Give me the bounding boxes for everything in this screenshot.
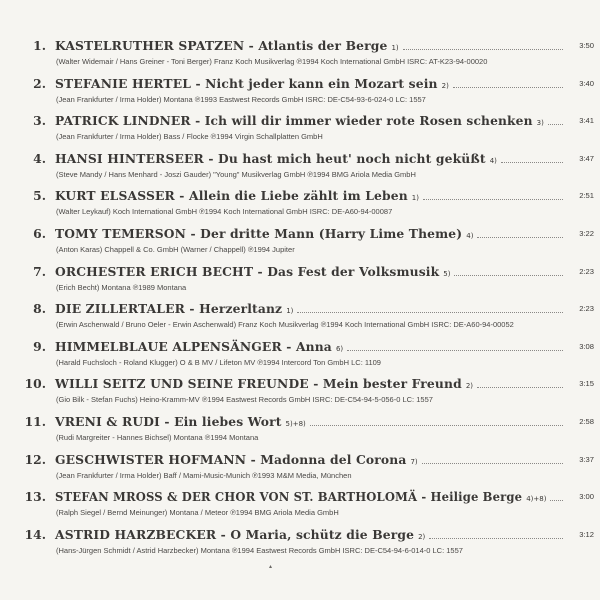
track-footnote: 6)	[335, 344, 344, 353]
track-title-line	[0, 450, 600, 470]
track-heading	[55, 525, 566, 547]
track-title-line	[0, 74, 600, 94]
track-number: 14.	[24, 526, 46, 542]
track-entry	[0, 487, 600, 523]
track-title: DIE ZILLERTALER - Herzerltanz	[55, 301, 283, 317]
track-title: KASTELRUTHER SPATZEN - Atlantis der Berge	[55, 38, 388, 53]
track-title-line	[0, 374, 600, 394]
track-credit: (Steve Mandy / Hans Menhard - Joszi Gauder) "Young" Musikverlag GmbH ℗1994 BMG Ariola Media GmbH	[56, 169, 416, 179]
track-footnote: 5)+8)	[285, 420, 306, 428]
track-duration: 3:12	[579, 529, 594, 539]
track-footnote: 2)	[418, 532, 426, 541]
track-credit: (Gio Bilk - Stefan Fuchs) Heino-Kramm-MV ℗1994 Eastwest Records GmbH ISRC: DE-C54-94-5-056-0 LC: 1557	[56, 395, 433, 405]
track-heading	[55, 337, 566, 359]
track-entry	[0, 224, 600, 260]
dot-leader	[477, 236, 563, 238]
track-credit: (Ralph Siegel / Bernd Meinunger) Montana / Meteor ℗1994 BMG Ariola Media GmbH	[56, 508, 339, 518]
track-number: 9.	[33, 338, 46, 354]
track-duration: 3:22	[579, 229, 594, 238]
track-footnote: 2)	[465, 382, 474, 391]
page-mark: ▴	[269, 563, 273, 570]
track-title-line	[0, 36, 600, 56]
track-title-line	[0, 262, 600, 282]
track-entry	[0, 412, 600, 448]
track-number: 12.	[24, 451, 46, 467]
track-credit: (Jean Frankfurter / Irma Holder) Montana ℗1993 Eastwest Records GmbH ISRC: DE-C54-93-6-024-0 LC: 1557	[56, 94, 426, 104]
track-number: 7.	[33, 263, 46, 279]
track-title-line	[0, 224, 600, 244]
track-title-line	[0, 186, 600, 206]
track-heading	[55, 186, 566, 208]
track-title: HANSI HINTERSEER - Du hast mich heut' noch nicht geküßt	[55, 150, 486, 166]
track-entry	[0, 149, 600, 185]
track-title: WILLI SEITZ UND SEINE FREUNDE - Mein bester Freund	[55, 376, 462, 392]
track-entry	[0, 299, 600, 335]
track-entry	[0, 374, 600, 410]
track-title: STEFANIE HERTEL - Nicht jeder kann ein Mozart sein	[55, 75, 438, 91]
track-number: 4.	[33, 150, 46, 166]
dot-leader	[423, 198, 563, 200]
track-title: ASTRID HARZBECKER - O Maria, schütz die Berge	[55, 526, 415, 542]
track-credit: (Walter Leykauf) Koch International GmbH ℗1994 Koch International GmbH ISRC: DE-A60-94-00087	[56, 207, 393, 217]
track-duration: 3:08	[579, 341, 594, 351]
track-duration: 3:40	[579, 78, 594, 88]
track-footnote: 2)	[441, 81, 449, 90]
dot-leader	[422, 462, 563, 464]
track-entry	[0, 262, 600, 298]
track-heading	[55, 374, 566, 396]
track-number: 13.	[24, 489, 46, 505]
track-entry	[0, 186, 600, 222]
track-footnote: 4)	[466, 232, 474, 240]
track-number: 5.	[33, 188, 46, 204]
track-duration: 3:50	[579, 41, 594, 50]
dot-leader	[454, 274, 563, 276]
track-heading	[55, 74, 566, 96]
track-title-line	[0, 111, 600, 131]
track-entry	[0, 525, 600, 561]
track-entry	[0, 337, 600, 373]
track-footnote: 1)	[391, 44, 399, 52]
dot-leader	[297, 311, 563, 313]
track-credit: (Anton Karas) Chappell & Co. GmbH (Warner / Chappell) ℗1994 Jupiter	[56, 245, 295, 254]
track-duration: 3:37	[579, 454, 594, 464]
track-duration: 3:15	[579, 379, 594, 389]
dot-leader	[501, 161, 563, 163]
track-title: STEFAN MROSS & DER CHOR VON ST. BARTHOLOMÄ - Heilige Berge	[55, 489, 523, 505]
track-number: 10.	[24, 376, 46, 392]
track-credit: (Harald Fuchsloch - Roland Klugger) O & B MV / Lifeton MV ℗1994 Intercord Ton GmbH LC: 1109	[56, 357, 381, 367]
dot-leader	[477, 386, 563, 388]
track-heading	[55, 299, 566, 321]
track-entry	[0, 111, 600, 147]
dot-leader	[453, 86, 563, 88]
track-duration: 3:47	[579, 153, 594, 163]
track-number: 11.	[24, 414, 46, 429]
track-heading	[55, 36, 566, 58]
track-title-line	[0, 487, 600, 507]
track-credit: (Rudi Margreiter - Hannes Bichsel) Montana ℗1994 Montana	[56, 433, 259, 442]
track-title: GESCHWISTER HOFMANN - Madonna del Corona	[55, 451, 407, 467]
track-title-line	[0, 525, 600, 545]
track-number: 1.	[33, 38, 46, 53]
track-duration: 3:41	[579, 116, 594, 126]
track-duration: 3:00	[579, 492, 594, 502]
track-footnote: 1)	[411, 194, 419, 203]
track-number: 6.	[33, 226, 46, 241]
track-footnote: 7)	[410, 457, 418, 466]
track-number: 2.	[33, 75, 46, 91]
track-credit: (Jean Frankfurter / Irma Holder) Bass / Flocke ℗1994 Virgin Schallplatten GmbH	[56, 132, 323, 142]
track-entry	[0, 74, 600, 110]
track-title-line	[0, 337, 600, 357]
track-footnote: 5)	[443, 269, 451, 278]
track-heading	[55, 111, 566, 133]
track-footnote: 4)+8)	[526, 495, 547, 504]
track-credit: (Walter Widemair / Hans Greiner - Toni Berger) Franz Koch Musikverlag ℗1994 Koch International GmbH ISRC: AT-K23-94-00020	[56, 57, 488, 66]
track-entry	[0, 450, 600, 486]
track-title-line	[0, 149, 600, 169]
track-heading	[55, 487, 566, 509]
track-title: KURT ELSASSER - Allein die Liebe zählt im Leben	[55, 188, 408, 204]
track-credit: (Erwin Aschenwald / Bruno Oeler - Erwin Aschenwald) Franz Koch Musikverlag ℗1994 Koch International GmbH ISRC: DE-A60-94-00052	[56, 320, 514, 330]
track-heading	[55, 412, 566, 434]
track-footnote: 1)	[286, 307, 294, 316]
track-duration: 2:23	[579, 304, 594, 314]
track-number: 3.	[33, 113, 46, 129]
track-title: ORCHESTER ERICH BECHT - Das Fest der Volksmusik	[55, 263, 440, 279]
track-entry	[0, 36, 600, 72]
track-title-line	[0, 299, 600, 319]
dot-leader	[347, 349, 563, 351]
track-heading	[55, 450, 566, 472]
dot-leader	[403, 48, 563, 50]
track-footnote: 4)	[489, 156, 497, 165]
track-title: VRENI & RUDI - Ein liebes Wort	[55, 414, 282, 429]
track-credit: (Jean Frankfurter / Irma Holder) Baff / Mami-Music-Munich ℗1993 M&M Media, München	[56, 470, 352, 480]
track-duration: 2:58	[579, 417, 594, 426]
track-title: TOMY TEMERSON - Der dritte Mann (Harry Lime Theme)	[55, 226, 463, 241]
track-credit: (Erich Becht) Montana ℗1989 Montana	[56, 282, 187, 292]
track-duration: 2:51	[579, 191, 594, 201]
track-duration: 2:23	[579, 266, 594, 276]
track-number: 8.	[33, 301, 46, 317]
dot-leader	[310, 424, 563, 426]
track-title: PATRICK LINDNER - Ich will dir immer wieder rote Rosen schenken	[55, 113, 533, 129]
track-footnote: 3)	[536, 119, 544, 128]
track-heading	[55, 149, 566, 171]
dot-leader	[429, 537, 563, 539]
track-heading	[55, 224, 566, 246]
track-title: HIMMELBLAUE ALPENSÄNGER - Anna	[55, 338, 332, 354]
track-title-line	[0, 412, 600, 432]
track-credit: (Hans-Jürgen Schmidt / Astrid Harzbecker) Montana ℗1994 Eastwest Records GmbH ISRC: DE-C54-94-6-014-0 LC: 1557	[56, 545, 463, 555]
track-heading	[55, 262, 566, 284]
